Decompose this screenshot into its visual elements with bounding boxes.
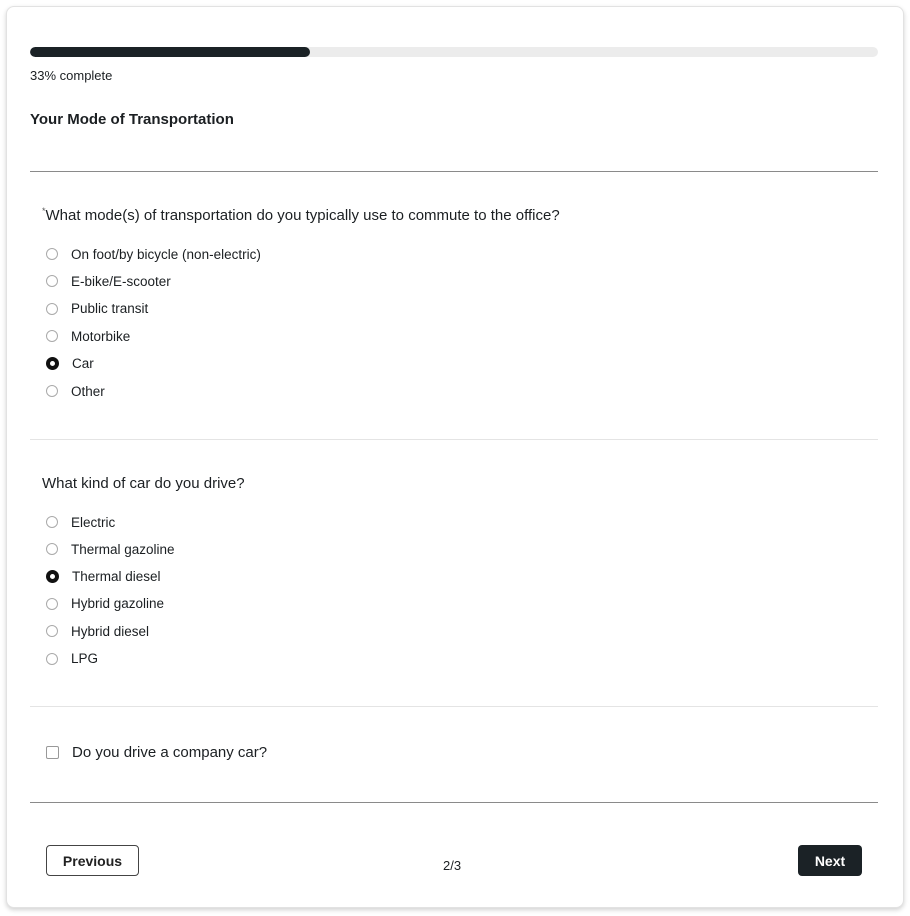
radio-label: E-bike/E-scooter: [71, 273, 171, 289]
question-1-text: What mode(s) of transportation do you typically use to commute to the office?: [45, 207, 560, 224]
page-indicator: 2/3: [443, 858, 462, 873]
radio-option[interactable]: [46, 512, 115, 532]
divider: [30, 171, 878, 172]
radio-option[interactable]: [46, 621, 149, 641]
company-car-checkbox-row[interactable]: [46, 742, 267, 762]
radio-option[interactable]: [46, 271, 171, 291]
radio-label: LPG: [71, 651, 99, 666]
radio-button[interactable]: [46, 653, 58, 665]
question-1: [42, 206, 560, 224]
radio-button[interactable]: [46, 330, 58, 342]
radio-label: Hybrid diesel: [71, 623, 150, 639]
radio-option[interactable]: [46, 326, 130, 346]
radio-label: Public transit: [71, 301, 149, 317]
radio-label: On foot/by bicycle (non-electric): [71, 246, 261, 262]
radio-option[interactable]: [46, 567, 161, 587]
radio-button[interactable]: [46, 625, 58, 637]
radio-label: Electric: [71, 514, 116, 530]
radio-button[interactable]: [46, 543, 58, 555]
radio-button[interactable]: [46, 598, 58, 610]
required-mark: *: [42, 206, 46, 216]
radio-button[interactable]: [46, 385, 58, 397]
progress-bar: [30, 47, 878, 57]
divider: [30, 439, 878, 440]
radio-option[interactable]: [46, 354, 94, 374]
radio-option[interactable]: [46, 381, 105, 401]
radio-label: Car: [72, 356, 94, 372]
radio-button[interactable]: [46, 357, 59, 370]
company-car-label: Do you drive a company car?: [72, 743, 268, 761]
progress-fill: [30, 47, 310, 57]
radio-button[interactable]: [46, 248, 58, 260]
divider: [30, 802, 878, 803]
previous-button[interactable]: Previous: [46, 845, 139, 876]
radio-option[interactable]: [46, 594, 164, 614]
radio-label: Thermal gazoline: [71, 541, 175, 557]
section-title: Your Mode of Transportation: [30, 111, 234, 128]
radio-button[interactable]: [46, 303, 58, 315]
next-button[interactable]: Next: [798, 845, 862, 876]
divider: [30, 706, 878, 707]
radio-option[interactable]: [46, 539, 175, 559]
radio-label: Other: [71, 383, 105, 399]
radio-button[interactable]: [46, 275, 58, 287]
radio-label: Motorbike: [71, 328, 131, 344]
radio-button[interactable]: [46, 570, 59, 583]
company-car-checkbox[interactable]: [46, 746, 59, 759]
radio-option[interactable]: [46, 244, 261, 264]
question-2-text: What kind of car do you drive?: [42, 475, 245, 492]
radio-option[interactable]: [46, 299, 148, 319]
radio-option[interactable]: [46, 649, 98, 669]
progress-label: 33% complete: [30, 68, 113, 83]
radio-label: Hybrid gazoline: [71, 596, 165, 612]
radio-button[interactable]: [46, 516, 58, 528]
survey-card: [6, 6, 904, 908]
radio-label: Thermal diesel: [72, 569, 161, 585]
